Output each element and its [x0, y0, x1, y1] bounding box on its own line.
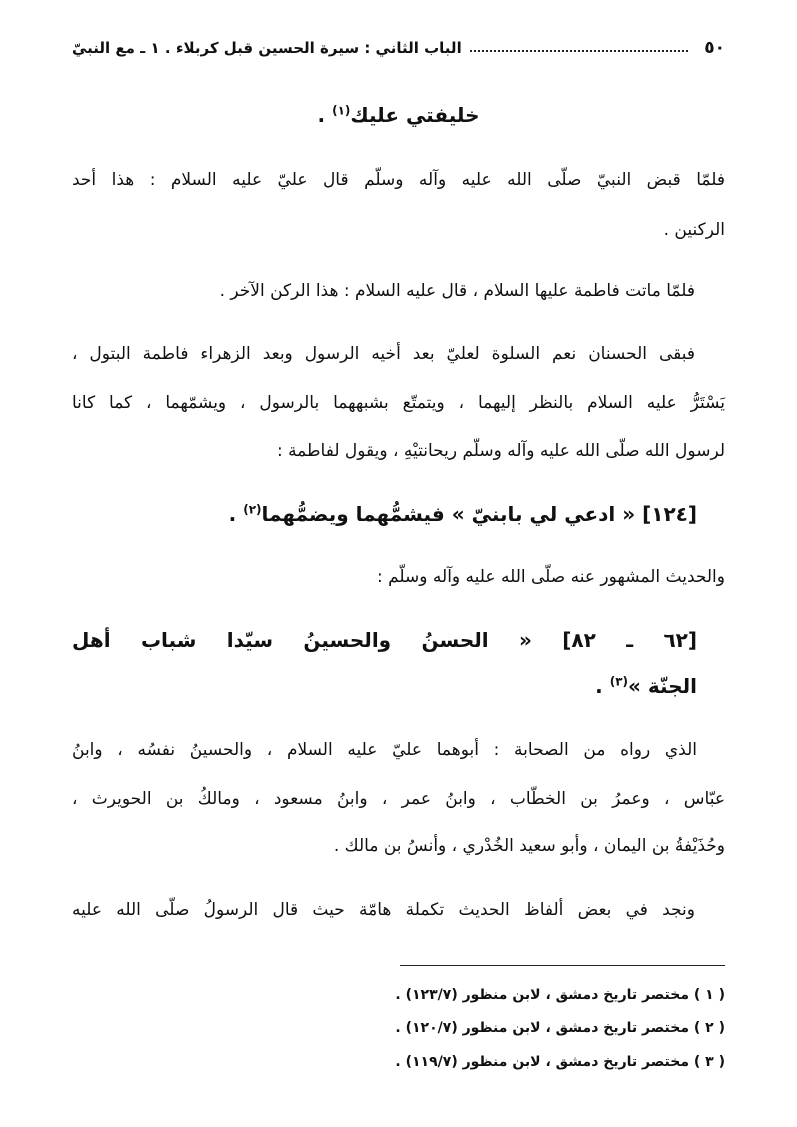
paragraph-line: الركنين . — [663, 220, 725, 240]
hadith-62-82-line-2 — [595, 674, 697, 698]
running-title: الباب الثاني : سيرة الحسين قبل كربلاء . ١ ـ مع النبيّ — [72, 39, 462, 57]
hadith-124-text: [١٢٤] « ادعي لي بابنيّ » فيشمُّهما ويضمُّهما — [261, 502, 697, 526]
footnote-ref-3: (٣) — [609, 674, 629, 689]
footnote-ref-2: (٢) — [243, 502, 262, 517]
footnote-3: ( ٣ ) مختصر تاريخ دمشق ، لابن منظور (١١٩/٧) . — [395, 1054, 725, 1070]
hadith-124 — [229, 502, 697, 526]
header-dot-leader — [470, 50, 689, 52]
hadith-62-82-text: الجنّة » — [628, 674, 697, 698]
paragraph-line: عبّاس ، وعمرُ بن الخطّاب ، وابنُ عمر ، وابنُ مسعود ، ومالكُ بن الحويرث ، — [72, 789, 725, 809]
paragraph-line: يَسْتَرُّ عليه السلام بالنظر إليهما ، ويتمتّع بشبههما بالرسول ، ويشمّهما ، كما كانا — [72, 393, 725, 413]
paragraph-line: وحُذَيْفةُ بن اليمان ، وأبو سعيد الخُدْري ، وأنسُ بن مالك . — [333, 836, 725, 856]
running-header — [72, 34, 725, 62]
paragraph-line: فلمّا قبض النبيّ صلّى الله عليه وآله وسلّم قال عليّ عليه السلام : هذا أحد — [72, 170, 725, 190]
hadith-62-82-line-1: [٦٢ ـ ٨٢] « الحسنُ والحسينُ سيّدا شباب أهل — [72, 628, 697, 652]
heading-top — [72, 103, 725, 127]
footnote-ref-1: (١) — [332, 103, 351, 118]
heading-top-end: . — [317, 103, 326, 127]
footnote-2: ( ٢ ) مختصر تاريخ دمشق ، لابن منظور (١٢٠/٧) . — [395, 1020, 725, 1036]
paragraph-line: الذي رواه من الصحابة : أبوهما عليّ عليه السلام ، والحسينُ نفسُه ، وابنُ — [72, 740, 697, 760]
hadith-124-end: . — [228, 502, 237, 526]
paragraph-line: لرسول الله صلّى الله عليه وآله وسلّم ريحانتيْهِ ، ويقول لفاطمة : — [276, 441, 725, 461]
footnote-separator — [400, 965, 725, 966]
paragraph-line: فلمّا ماتت فاطمة عليها السلام ، قال عليه السلام : هذا الركن الآخر . — [219, 281, 695, 301]
page-number: ٥٠ — [704, 38, 725, 58]
paragraph-line: فبقى الحسنان نعم السلوة لعليّ بعد أخيه الرسول وبعد الزهراء فاطمة البتول ، — [72, 344, 695, 364]
footnote-1: ( ١ ) مختصر تاريخ دمشق ، لابن منظور (١٢٣/٧) . — [395, 987, 725, 1003]
heading-top-text: خليفتي عليك — [350, 103, 480, 127]
paragraph-line: والحديث المشهور عنه صلّى الله عليه وآله وسلّم : — [376, 567, 725, 587]
hadith-62-82-end: . — [595, 674, 603, 698]
paragraph-line: ونجد في بعض ألفاظ الحديث تكملة هامّة حيث قال الرسولُ صلّى الله عليه — [72, 900, 695, 920]
